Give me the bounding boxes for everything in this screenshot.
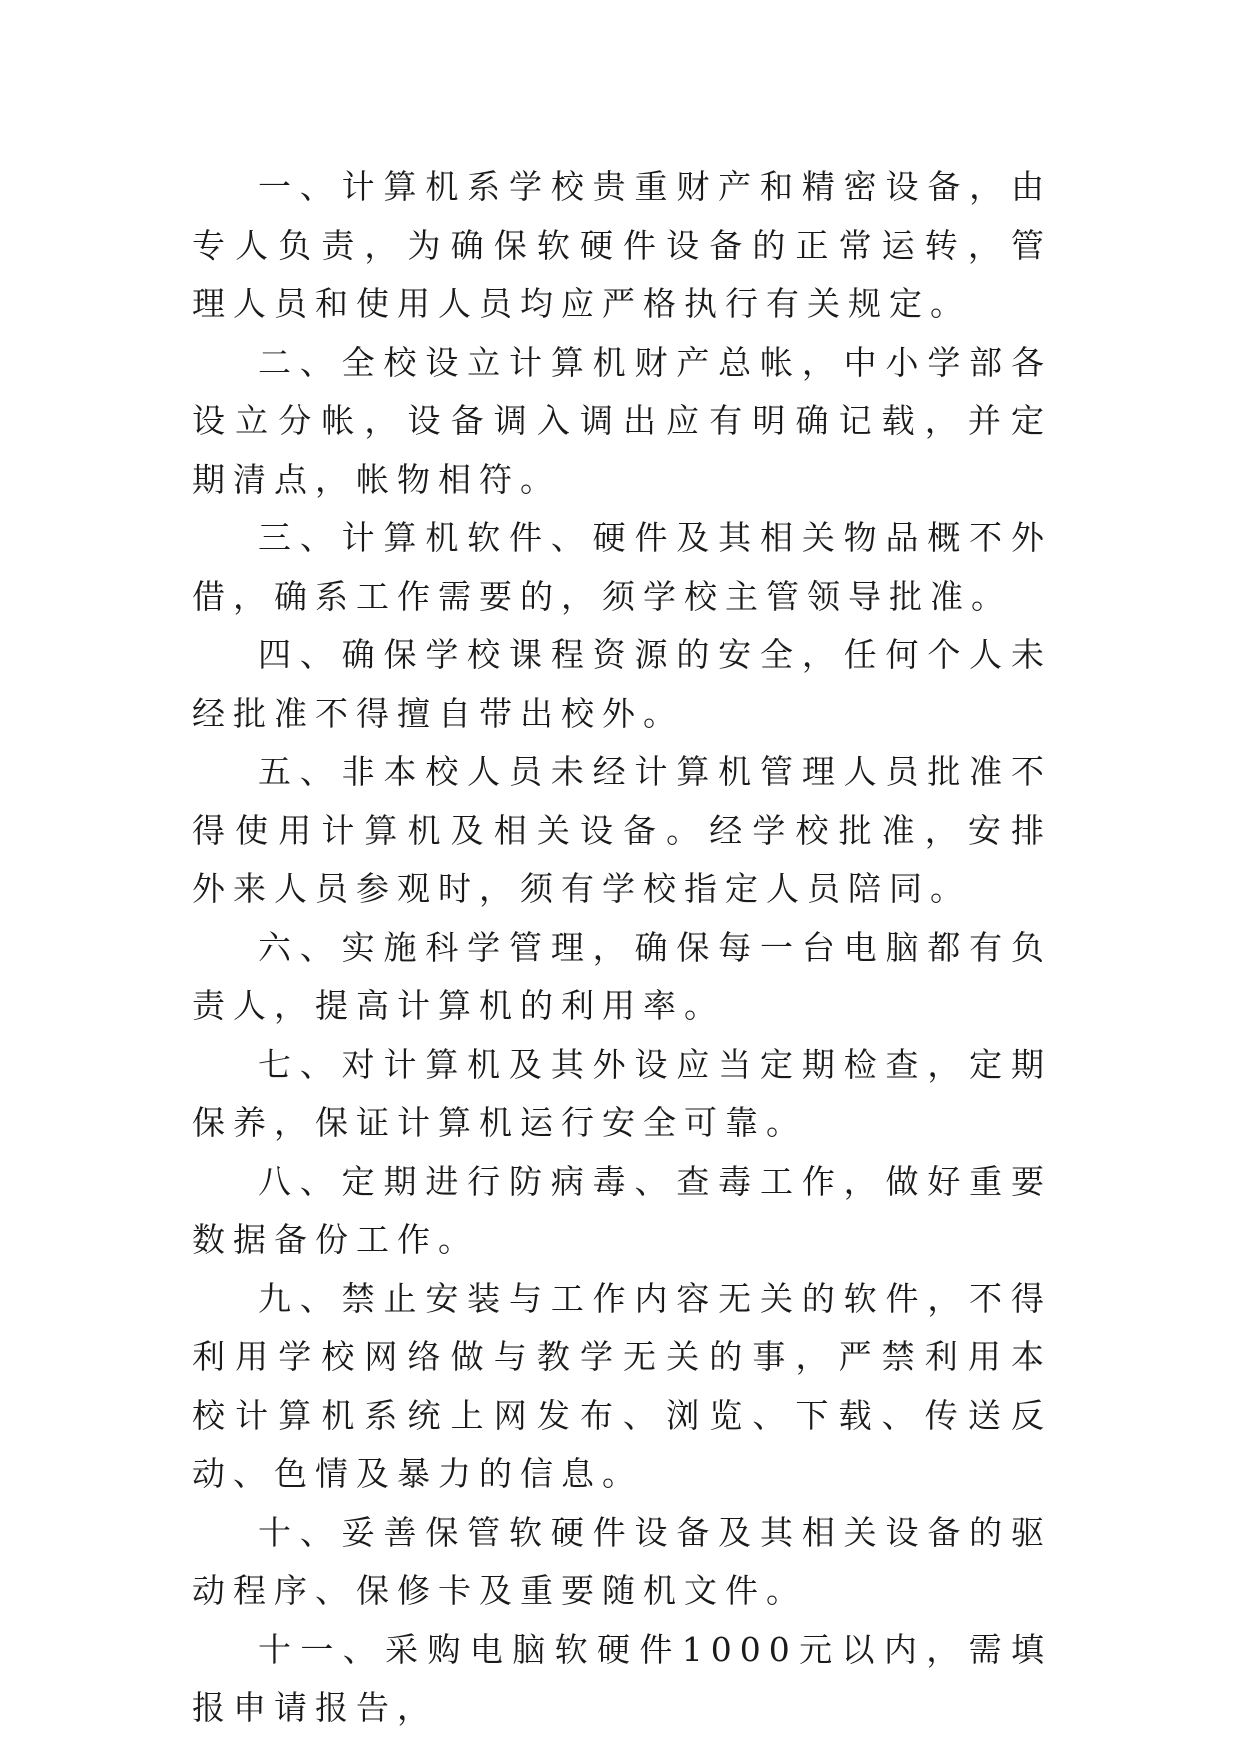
paragraph-10: 十、妥善保管软硬件设备及其相关设备的驱动程序、保修卡及重要随机文件。 — [192, 1512, 1052, 1610]
paragraph-7: 七、对计算机及其外设应当定期检查，定期保养，保证计算机运行安全可靠。 — [192, 1044, 1052, 1142]
paragraph-3: 三、计算机软件、硬件及其相关物品概不外借，确系工作需要的，须学校主管领导批准。 — [192, 518, 1052, 616]
paragraph-5: 五、非本校人员未经计算机管理人员批准不得使用计算机及相关设备。经学校批准，安排外来人员参观时，须有学校指定人员陪同。 — [192, 752, 1052, 908]
paragraph-8: 八、定期进行防病毒、查毒工作，做好重要数据备份工作。 — [192, 1161, 1052, 1259]
paragraph-6: 六、实施科学管理，确保每一台电脑都有负责人，提高计算机的利用率。 — [192, 927, 1052, 1025]
paragraph-11: 十一、采购电脑软硬件1000元以内，需填报申请报告， — [192, 1629, 1052, 1727]
paragraph-2: 二、全校设立计算机财产总帐，中小学部各设立分帐，设备调入调出应有明确记载，并定期清点，帐物相符。 — [192, 342, 1052, 499]
paragraph-9: 九、禁止安装与工作内容无关的软件，不得利用学校网络做与教学无关的事，严禁利用本校计算机系统上网发布、浏览、下载、传送反动、色情及暴力的信息。 — [192, 1278, 1052, 1493]
paragraph-4: 四、确保学校课程资源的安全，任何个人未经批准不得擅自带出校外。 — [192, 635, 1052, 733]
document-body — [192, 158, 1052, 1738]
paragraph-1: 一、计算机系学校贵重财产和精密设备，由专人负责，为确保软硬件设备的正常运转，管理人员和使用人员均应严格执行有关规定。 — [192, 167, 1052, 323]
